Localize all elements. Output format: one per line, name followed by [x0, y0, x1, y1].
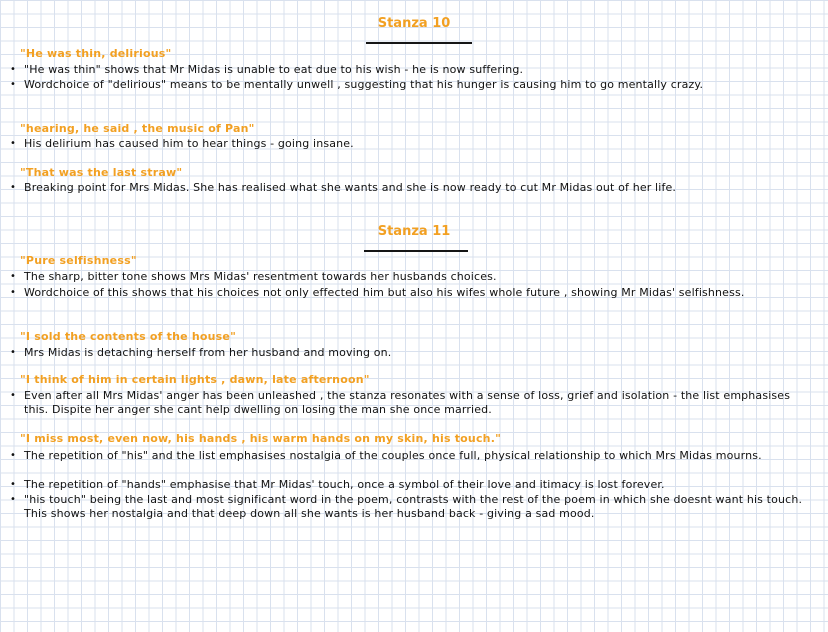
bullet-point: • The repetition of "hands" emphasise that Mr Midas' touch, once a symbol of their love and itimacy is lost forever. [24, 478, 804, 492]
bullet-point: • The sharp, bitter tone shows Mrs Midas' resentment towards her husbands choices. [24, 270, 804, 284]
title-underline [364, 250, 468, 252]
bullet-point: • "his touch" being the last and most significant word in the poem, contrasts with the rest of the poem in which she doesnt want his touch. This shows her nostalgia and that deep down all she wants is her husband back - giving a sad mood. [24, 493, 804, 520]
quote: "I think of him in certain lights , dawn, late afternoon" [20, 373, 370, 386]
bullet-point: • His delirium has caused him to hear things - going insane. [24, 137, 804, 151]
bullet-point: • Wordchoice of this shows that his choices not only effected him but also his wifes whole future , showing Mr Midas' selfishness. [24, 286, 804, 300]
stanza-10-title: Stanza 10 [377, 16, 451, 31]
stanza-11-title: Stanza 11 [377, 224, 451, 239]
quote: "I sold the contents of the house" [20, 330, 237, 343]
bullet-point: • "He was thin" shows that Mr Midas is unable to eat due to his wish - he is now suffering. [24, 63, 804, 77]
quote: "I miss most, even now, his hands , his warm hands on my skin, his touch." [20, 432, 502, 445]
bullet-point: • The repetition of "his" and the list emphasises nostalgia of the couples once full, physical relationship to which Mrs Midas mourns. [24, 449, 804, 463]
quote: "hearing, he said , the music of Pan" [20, 122, 255, 135]
bullet-point: • Breaking point for Mrs Midas. She has realised what she wants and she is now ready to cut Mr Midas out of her life. [24, 181, 804, 195]
quote: "That was the last straw" [20, 166, 183, 179]
bullet-point: • Even after all Mrs Midas' anger has been unleashed , the stanza resonates with a sense of loss, grief and isolation - the list emphasises this. Dispite her anger she cant help dwelling on losing the man she once married. [24, 389, 804, 416]
title-underline [366, 42, 472, 44]
bullet-point: • Mrs Midas is detaching herself from her husband and moving on. [24, 346, 804, 360]
bullet-point: • Wordchoice of "delirious" means to be mentally unwell , suggesting that his hunger is causing him to go mentally crazy. [24, 78, 804, 92]
quote: "He was thin, delirious" [20, 47, 172, 60]
quote: "Pure selfishness" [20, 254, 137, 267]
